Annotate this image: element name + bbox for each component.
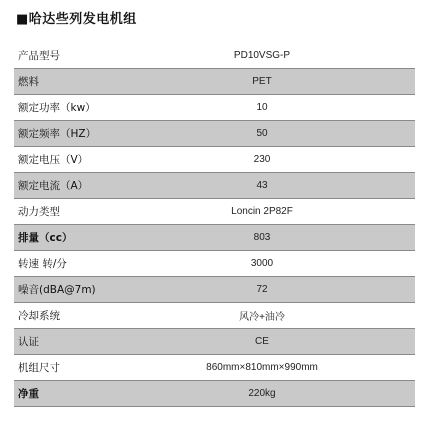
spec-value: 230	[143, 147, 415, 173]
spec-value: PD10VSG-P	[143, 43, 415, 69]
spec-value: PET	[143, 69, 415, 95]
spec-value: 220kg	[143, 381, 415, 407]
spec-value: 10	[143, 95, 415, 121]
spec-table	[14, 43, 415, 407]
spec-label: 噪音(dBA@7m)	[14, 277, 143, 303]
page-title: ■哈达些列发电机组	[16, 12, 137, 27]
spec-value: 43	[143, 173, 415, 199]
spec-row	[14, 355, 415, 381]
spec-label: 燃料	[14, 69, 143, 95]
spec-row	[14, 173, 415, 199]
spec-label: 冷却系统	[14, 303, 143, 329]
spec-label: 认证	[14, 329, 143, 355]
spec-value: 3000	[143, 251, 415, 277]
spec-row	[14, 251, 415, 277]
spec-value: 风冷+油冷	[143, 303, 415, 329]
spec-label: 额定电压（V）	[14, 147, 143, 173]
spec-label: 净重	[14, 381, 143, 407]
spec-label: 转速 转/分	[14, 251, 143, 277]
spec-row	[14, 121, 415, 147]
spec-label: 动力类型	[14, 199, 143, 225]
spec-label: 额定频率（HZ）	[14, 121, 143, 147]
spec-row	[14, 303, 415, 329]
spec-label: 排量（cc）	[14, 225, 143, 251]
spec-row	[14, 43, 415, 69]
spec-row	[14, 199, 415, 225]
spec-label: 额定电流（A）	[14, 173, 143, 199]
spec-label: 额定功率（kw）	[14, 95, 143, 121]
spec-row	[14, 329, 415, 355]
spec-value: 803	[143, 225, 415, 251]
spec-label: 产品型号	[14, 43, 143, 69]
spec-row	[14, 147, 415, 173]
spec-row	[14, 69, 415, 95]
spec-value: 860mm×810mm×990mm	[143, 355, 415, 381]
spec-value: 50	[143, 121, 415, 147]
spec-row	[14, 95, 415, 121]
spec-table-body	[14, 43, 415, 407]
spec-value: Loncin 2P82F	[143, 199, 415, 225]
spec-value: CE	[143, 329, 415, 355]
spec-row	[14, 225, 415, 251]
spec-value: 72	[143, 277, 415, 303]
spec-row	[14, 381, 415, 407]
spec-row	[14, 277, 415, 303]
spec-label: 机组尺寸	[14, 355, 143, 381]
